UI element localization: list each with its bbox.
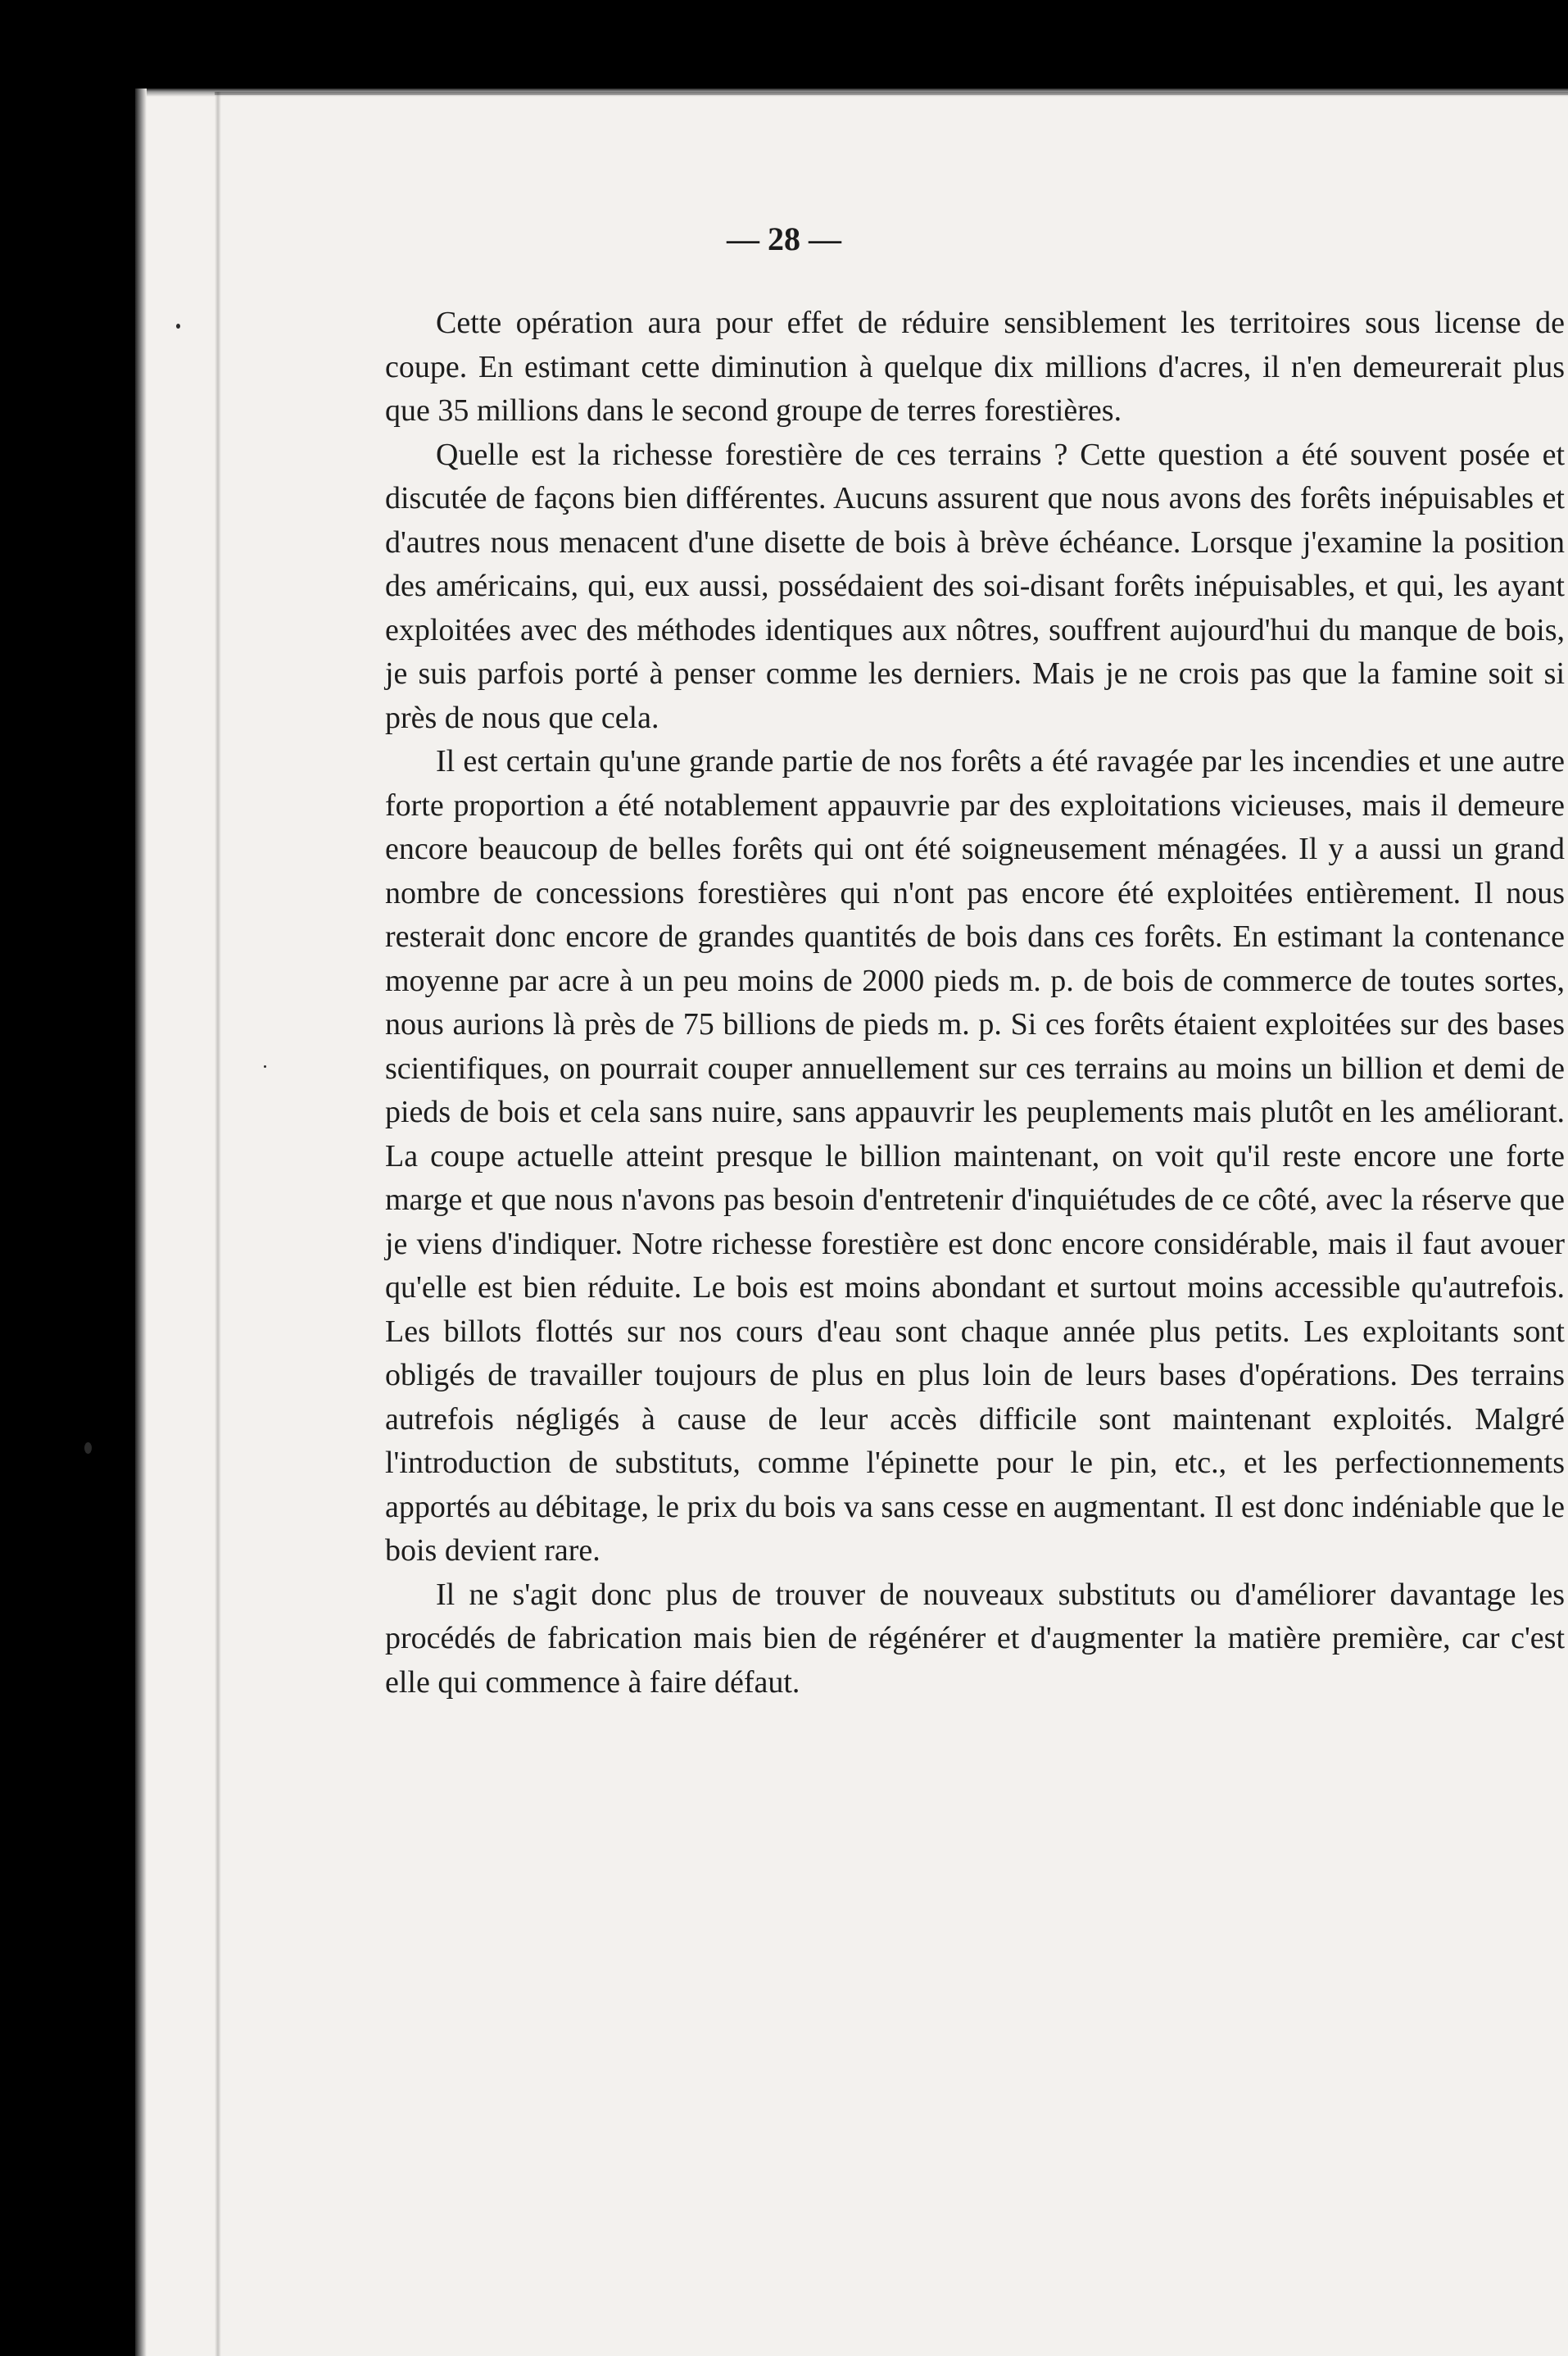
margin-speck — [264, 1065, 266, 1068]
margin-speck — [176, 324, 180, 329]
paragraph: Il est certain qu'une grande partie de nos forêts a été ravagée par les incendies et une autre forte proportion a été notablement appauvrie par des exploitations vicieuses, mais il demeure encore beaucoup de belles forêts qui ont été soigneusement ménagées. Il y a aussi un grand nombre de concessions forestières qui n'ont pas encore été exploitées entièrement. Il nous resterait donc encore de grandes quantités de bois dans ces forêts. En estimant la contenance moyenne par acre à un peu moins de 2000 pieds m. p. de bois de commerce de toutes sortes, nous aurions là près de 75 billions de pieds m. p. Si ces forêts étaient exploitées sur des bases scientifiques, on pourrait couper annuellement sur ces terrains au moins un billion et demi de pieds de bois et cela sans nuire, sans appauvrir les peuplements mais plutôt en les améliorant. La coupe actuelle atteint presque le billion maintenant, on voit qu'il reste encore une forte marge et que nous n'avons pas besoin d'entretenir d'inquiétudes de ce côté, avec la réserve que je viens d'indiquer. Notre richesse forestière est donc encore considérable, mais il faut avouer qu'elle est bien réduite. Le bois est moins abondant et surtout moins accessible qu'autrefois. Les billots flottés sur nos cours d'eau sont chaque année plus petits. Les exploitants sont obligés de travailler toujours de plus en plus loin de leurs bases d'opérations. Des terrains autrefois négligés à cause de leur accès difficile sont maintenant exploités. Malgré l'introduction de substituts, comme l'épinette pour le pin, etc., et les perfectionnements apportés au débitage, le prix du bois va sans cesse en augmentant. Il est donc indéniable que le bois devient rare. — [385, 744, 1565, 1568]
margin-speck — [84, 1442, 92, 1454]
body-text — [385, 302, 1565, 1705]
paragraph: Cette opération aura pour effet de réduire sensiblement les territoires sous license de coupe. En estimant cette diminution à quelque dix millions d'acres, il n'en demeurerait plus que 35 millions dans le second groupe de terres forestières. — [385, 306, 1565, 428]
paragraph: Quelle est la richesse forestière de ces terrains ? Cette question a été souvent posée et discutée de façons bien différentes. Aucuns assurent que nous avons des forêts inépuisables et d'autres nous menacent d'une disette de bois à brève échéance. Lorsque j'examine la position des américains, qui, eux aussi, possédaient des soi-disant forêts inépuisables, et qui, les ayant exploitées avec des méthodes identiques aux nôtres, souffrent aujourd'hui du manque de bois, je suis parfois porté à penser comme les derniers. Mais je ne crois pas que la famine soit si près de nous que cela. — [385, 437, 1565, 735]
page-number: — 28 — — [727, 220, 841, 257]
page-fold-shadow — [215, 92, 221, 2356]
paragraph: Il ne s'agit donc plus de trouver de nouveaux substituts ou d'améliorer davantage les procédés de fabrication mais bien de régénérer et d'augmenter la matière première, car c'est elle qui commence à faire défaut. — [385, 1577, 1565, 1700]
page-left-edge — [135, 89, 147, 2356]
page-fold-top-line — [215, 92, 1568, 95]
